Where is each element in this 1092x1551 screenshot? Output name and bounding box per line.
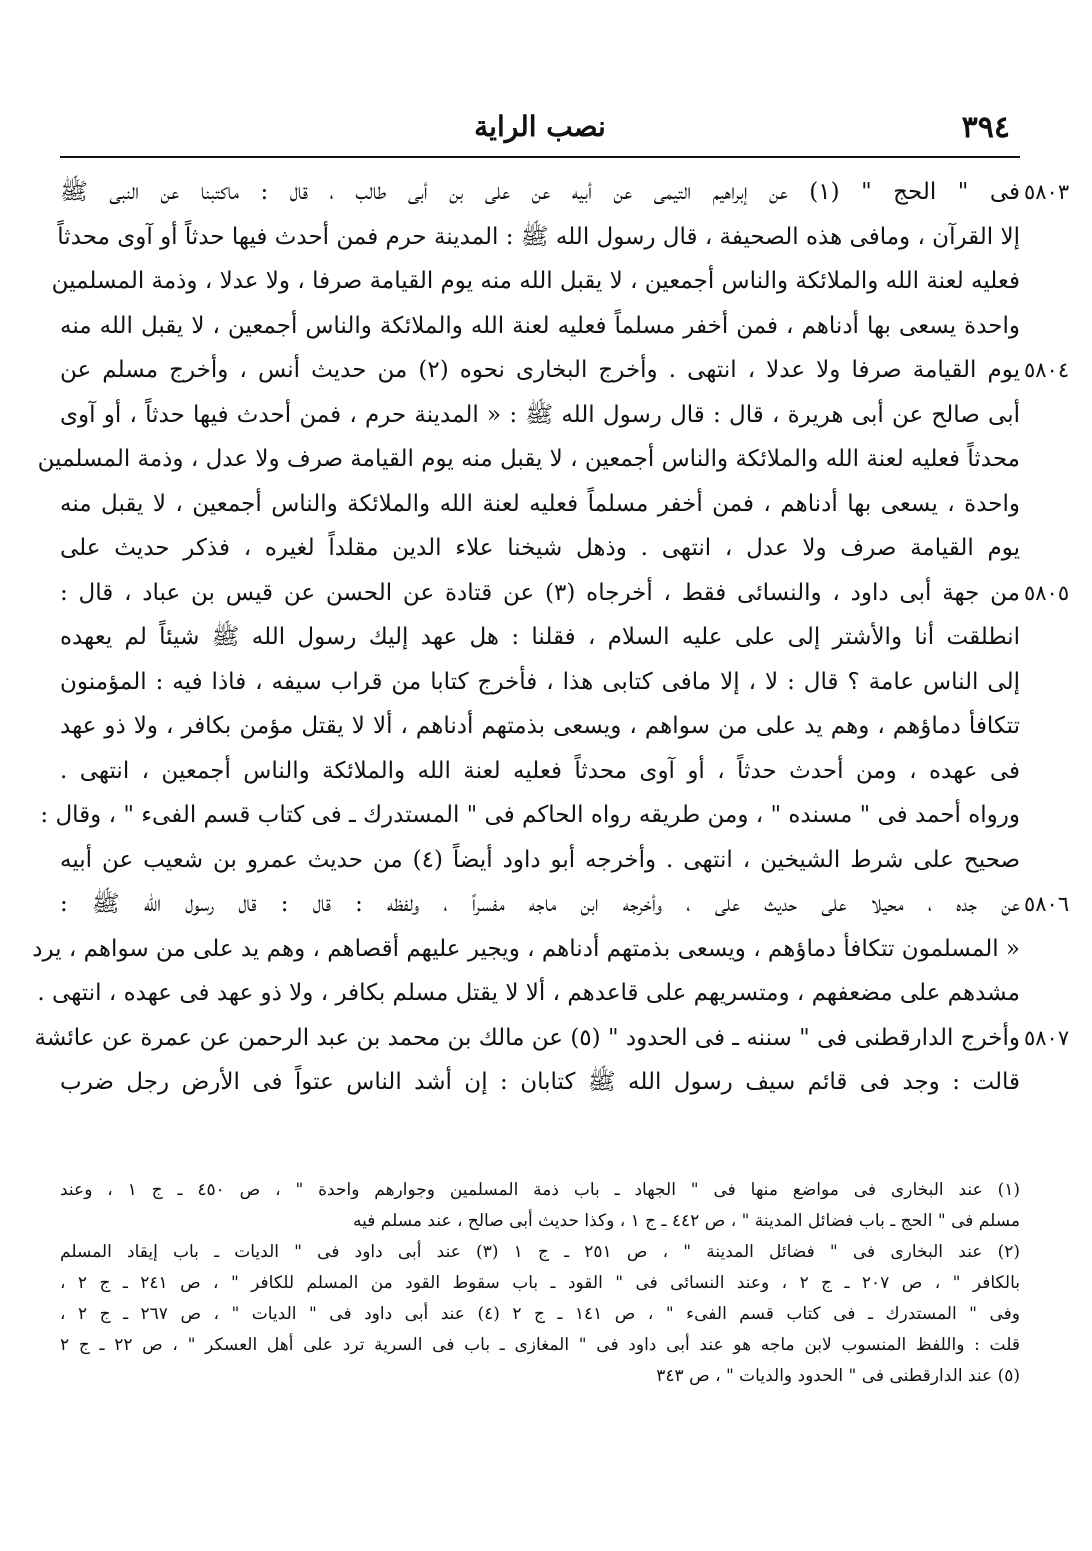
hadith-number: ٥٨٠٧ xyxy=(1024,1025,1070,1050)
text-line xyxy=(60,482,1020,527)
text-line xyxy=(32,927,1020,972)
text-line-content: واحدة ، يسعى بها أدناهم ، فمن أخفر مسلماً فعليه لعنة الله والملائكة والناس أجمعين ، لا يقبل منه xyxy=(60,490,1020,517)
text-line-content: إلا القرآن ، ومافى هذه الصحيفة ، قال رسول الله ﷺ : المدينة حرم فمن أحدث فيها حدثاً أو آوى محدثاً xyxy=(57,223,1020,250)
hadith-number: ٥٨٠٤ xyxy=(1024,358,1070,382)
text-line xyxy=(60,170,1070,215)
main-text xyxy=(32,170,1070,1105)
footnote-line: (٢) عند البخارى فى " فضائل المدينة " ، ص ٢٥١ ـ ج ١ (٣) عند أبى داود فى " الديات ـ باب إيقاد المسلم xyxy=(60,1242,1020,1262)
text-line-content: « المسلمون تتكافأ دماؤهم ، ويسعى بذمتهم أدناهم ، ويجير عليهم أقصاهم ، وهم يد على من سواهم ، يرد xyxy=(32,935,1020,962)
text-line xyxy=(37,971,1020,1016)
text-line-content: يوم القيامة صرف ولا عدل ، انتهى . وذهل شيخنا علاء الدين مقلداً لغيره ، فذكر حديث على xyxy=(60,535,1020,561)
running-title: نصب الراية xyxy=(474,110,606,143)
text-line-content: صحيح على شرط الشيخين ، انتهى . وأخرجه أبو داود أيضاً (٤) من حديث عمرو بن شعيب عن أبيه xyxy=(60,846,1021,873)
text-line xyxy=(60,660,1020,705)
text-line-content: إلى الناس عامة ؟ قال : لا ، إلا مافى كتابى هذا ، فأخرج كتابا من قراب سيفه ، فاذا فيه : المؤمنون xyxy=(60,668,1020,695)
text-line-content: انطلقت أنا والأشتر إلى على عليه السلام ، فقلنا : هل عهد إليك رسول الله ﷺ شيئاً لم يعهده xyxy=(60,624,1020,650)
footnote-line: مسلم فى " الحج ـ باب فضائل المدينة " ، ص ٤٤٢ ـ ج ١ ، وكذا حديث أبى صالح ، عند مسلم فيه xyxy=(353,1211,1020,1231)
text-line xyxy=(60,1060,1020,1105)
text-line-content: قالت : وجد فى قائم سيف رسول الله ﷺ كتابان : إن أشد الناس عتواً فى الأرض رجل ضرب xyxy=(60,1069,1020,1095)
text-line-content: ورواه أحمد فى " مسنده " ، ومن طريقه رواه الحاكم فى " المستدرك ـ فى كتاب قسم الفىء " ، وقال : xyxy=(40,802,1020,828)
text-line-content: واحدة يسعى بها أدناهم ، فمن أخفر مسلماً فعليه لعنة الله والملائكة والناس أجمعين ، لا يقبل الله منه xyxy=(60,312,1020,339)
text-line-content: مشدهم على مضعفهم ، ومتسريهم على قاعدهم ، ألا لا يقتل مسلم بكافر ، ولا ذو عهد فى عهده ، انتهى . xyxy=(37,980,1020,1006)
text-line-content: يوم القيامة صرفا ولا عدلا ، انتهى . وأخرج البخارى نحوه (٢) من حديث أنس ، وأخرج مسلم عن xyxy=(60,357,1020,383)
hadith-number: ٥٨٠٦ xyxy=(1024,892,1070,916)
text-line-content: عن جده ، محيلا على حديث على ، وأخرجه ابن ماجه مفسراً ، ولفظه : قال : قال رسول الله ﷺ : xyxy=(60,891,1020,917)
text-line xyxy=(60,393,1020,438)
footnote-line: بالكافر " ، ص ٢٠٧ ـ ج ٢ ، وعند النسائى فى " القود ـ باب سقوط القود من المسلم للكافر " ، ص ٢٤١ ـ ج ٢ ، xyxy=(60,1273,1021,1293)
footnotes xyxy=(60,1175,1020,1392)
text-line xyxy=(60,704,1020,749)
text-line xyxy=(37,437,1020,482)
text-line-content: محدثاً فعليه لعنة الله والملائكة والناس أجمعين ، لا يقبل منه يوم القيامة صرف ولا عدل ، وذمة المسلمين xyxy=(37,446,1020,472)
footnote-line: (٥) عند الدارقطنى فى " الحدود والديات " ، ص ٣٤٣ xyxy=(656,1366,1020,1386)
page-header xyxy=(60,100,1020,158)
text-line xyxy=(60,615,1020,660)
text-line-content: وأخرج الدارقطنى فى " سننه ـ فى الحدود " (٥) عن مالك بن محمد بن عبد الرحمن عن عمرة عن عائشة xyxy=(34,1024,1020,1051)
text-line-content: فى " الحج " (١) عن إبراهيم التيمى عن أبيه عن على بن أبى طالب ، قال : ماكتبنا عن النبى ﷺ xyxy=(60,179,1020,205)
text-line xyxy=(40,793,1020,838)
hadith-number: ٥٨٠٥ xyxy=(1024,580,1070,605)
text-line-content: فعليه لعنة الله والملائكة والناس أجمعين ، لا يقبل الله منه يوم القيامة صرفا ، ولا عدلا ، وذمة المسلمين xyxy=(51,268,1020,294)
text-line xyxy=(60,304,1020,349)
text-line xyxy=(51,259,1020,304)
footnote-line: وفى " المستدرك ـ فى كتاب قسم الفىء " ، ص ١٤١ ـ ج ٢ (٤) عند أبى داود فى " الديات " ، ص ٢٦٧ ـ ج ٢ ، xyxy=(60,1304,1020,1324)
footnote-line: قلت : واللفظ المنسوب لابن ماجه هو عند أبى داود فى " المغازى ـ باب فى السرية ترد على أهل العسكر " ، ص ٢٢ ـ ج ٢ xyxy=(60,1335,1020,1355)
text-line-content: فى عهده ، ومن أحدث حدثاً ، أو آوى محدثاً فعليه لعنة الله والملائكة والناس أجمعين ، انتهى . xyxy=(60,757,1020,784)
text-line-content: من جهة أبى داود ، والنسائى فقط ، أخرجاه (٣) عن قتادة عن الحسن عن قيس بن عباد ، قال : xyxy=(60,579,1020,606)
page-number: ٣٩٤ xyxy=(961,110,1010,145)
text-line xyxy=(60,749,1020,794)
text-line-content: أبى صالح عن أبى هريرة ، قال : قال رسول الله ﷺ : « المدينة حرم ، فمن أحدث فيها حدثاً ، أو آوى xyxy=(60,401,1020,428)
text-line-content: تتكافأ دماؤهم ، وهم يد على من سواهم ، ويسعى بذمتهم أدناهم ، ألا لا يقتل مؤمن بكافر ، ولا ذو عهد xyxy=(60,713,1020,739)
text-line xyxy=(60,882,1070,927)
text-line xyxy=(60,526,1020,571)
hadith-number: ٥٨٠٣ xyxy=(1024,180,1070,204)
text-line xyxy=(60,838,1020,883)
text-line xyxy=(57,215,1020,260)
text-line xyxy=(34,1016,1070,1061)
text-line xyxy=(60,348,1070,393)
footnote-line: (١) عند البخارى فى مواضع منها فى " الجهاد ـ باب ذمة المسلمين وجوارهم واحدة " ، ص ٤٥٠ ـ ج ١ ، وعند xyxy=(60,1180,1020,1200)
text-line xyxy=(60,571,1070,616)
